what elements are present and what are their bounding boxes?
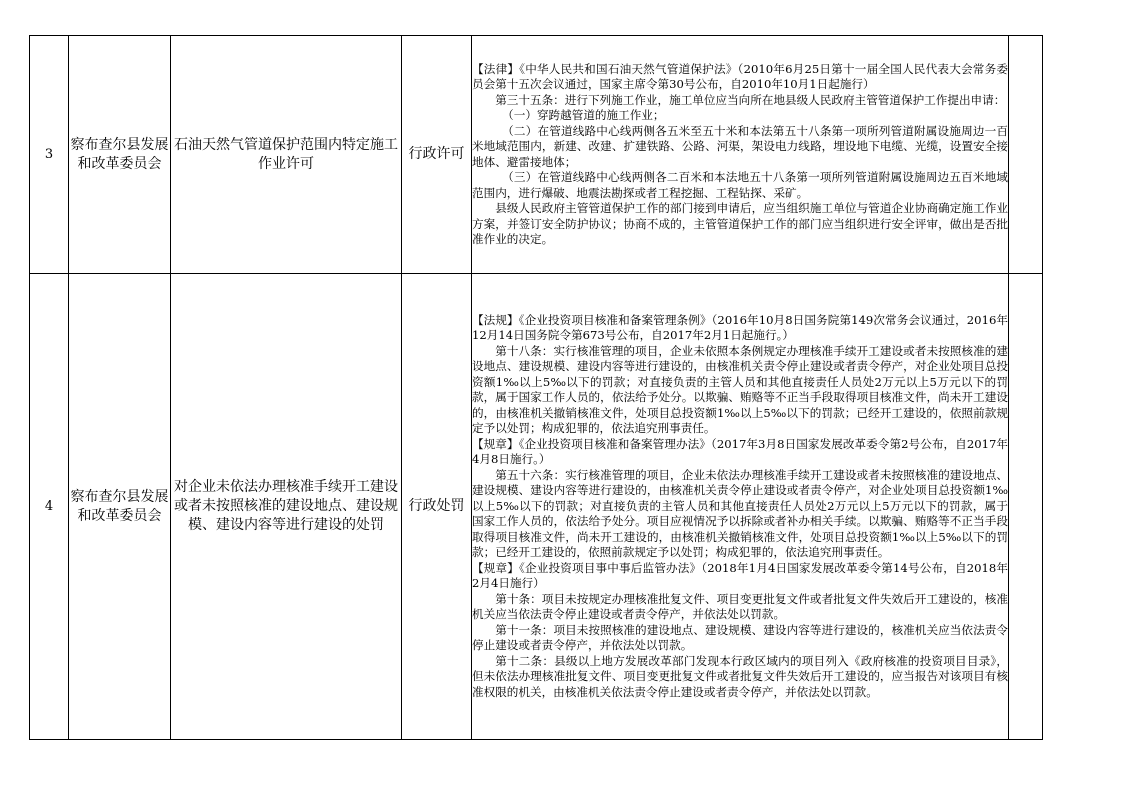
basis-paragraph: 县级人民政府主管管道保护工作的部门接到申请后，应当组织施工单位与管道企业协商确定施工作业方案，并签订安全防护协议；协商不成的，主管管道保护工作的部门应当组织进行安全评审，做出是否批准作业的决定。	[472, 201, 1008, 246]
remarks-cell	[1009, 274, 1043, 740]
basis-paragraph: 第十八条：实行核准管理的项目，企业未依照本条例规定办理核准手续开工建设或者未按照核准的建设地点、建设规模、建设内容等进行建设的，由核准机关责令停止建设或者责令停产，对企业处项目总投资额1‰以上5‰以下的罚款；对直接负责的主管人员和其他直接责任人员处2万元以上5万元以下的罚款，属于国家工作人员的，依法给予处分。以欺骗、贿赂等不正当手段取得项目核准文件，尚未开工建设的，由核准机关撤销核准文件，处项目总投资额1‰以上5‰以下的罚款；已经开工建设的，依照前款规定予以处罚；构成犯罪的，依法追究刑事责任。	[472, 343, 1008, 436]
row-number: 4	[30, 274, 69, 740]
department-cell: 察布查尔县发展和改革委员会	[69, 274, 171, 740]
basis-paragraph: （一）穿跨越管道的施工作业；	[502, 108, 665, 122]
basis-paragraph: 第十二条：县级以上地方发展改革部门发现本行政区域内的项目列入《政府核准的投资项目目录》，但未依法办理核准批复文件、项目变更批复文件或者批复文件失效后开工建设的，应当报告对该项目有核准权限的机关，由核准机关依法责令停止建设或者责令停产，并依法处以罚款。	[472, 653, 1008, 699]
item-type-cell: 行政许可	[402, 36, 472, 274]
basis-paragraph: （二）在管道线路中心线两侧各五米至五十米和本法第五十八条第一项所列管道附属设施周边一百米地域范围内，新建、改建、扩建铁路、公路、河渠，架设电力线路，埋设地下电缆、光缆，设置安全接地体、避雷接地体；	[472, 123, 1008, 169]
table-row	[30, 36, 1043, 274]
basis-paragraph: 第三十五条：进行下列施工作业，施工单位应当向所在地县级人民政府主管管道保护工作提出申请：	[495, 92, 1006, 107]
basis-paragraph: 【法规】《企业投资项目核准和备案管理条例》（2016年10月8日国务院第149次常务会议通过，2016年12月14日国务院令第673号公布，自2017年2月1日起施行。）	[472, 312, 1008, 343]
item-name-cell: 石油天然气管道保护范围内特定施工作业许可	[171, 36, 402, 274]
item-type-cell: 行政处罚	[402, 274, 472, 740]
basis-paragraph: 【规章】《企业投资项目事中事后监管办法》（2018年1月4日国家发展改革委令第14号公布，自2018年2月4日施行）	[472, 560, 1008, 591]
power-list-table	[29, 35, 1043, 740]
basis-paragraph: 【规章】《企业投资项目核准和备案管理办法》（2017年3月8日国家发展改革委令第2号公布，自2017年4月8日施行。）	[472, 436, 1008, 467]
department-cell: 察布查尔县发展和改革委员会	[69, 36, 171, 274]
row-number: 3	[30, 36, 69, 274]
remarks-cell	[1009, 36, 1043, 274]
table-row	[30, 274, 1043, 740]
basis-paragraph: 第十一条：项目未按照核准的建设地点、建设规模、建设内容等进行建设的，核准机关应当依法责令停止建设或者责令停产，并依法处以罚款。	[472, 622, 1008, 653]
legal-basis-cell	[472, 36, 1009, 274]
basis-paragraph: 【法律】《中华人民共和国石油天然气管道保护法》（2010年6月25日第十一届全国人民代表大会常务委员会第十五次会议通过，国家主席令第30号公布，自2010年10月1日起施行）	[472, 61, 1008, 91]
item-name-cell: 对企业未依法办理核准手续开工建设或者未按照核准的建设地点、建设规模、建设内容等进行建设的处罚	[171, 274, 402, 740]
basis-paragraph: （三）在管道线路中心线两侧各二百米和本法地五十八条第一项所列管道附属设施周边五百米地域范围内，进行爆破、地震法勘探或者工程挖掘、工程钻探、采矿。	[472, 170, 1008, 200]
basis-paragraph: 第十条：项目未按规定办理核准批复文件、项目变更批复文件或者批复文件失效后开工建设的，核准机关应当依法责令停止建设或者责令停产，并依法处以罚款。	[472, 591, 1008, 622]
legal-basis-cell	[472, 274, 1009, 740]
basis-paragraph: 第五十六条：实行核准管理的项目，企业未依法办理核准手续开工建设或者未按照核准的建设地点、建设规模、建设内容等进行建设的，由核准机关责令停止建设或者责令停产，对企业处项目总投资额1‰以上5‰以下的罚款；对直接负责的主管人员和其他直接责任人员处2万元以上5万元以下的罚款，属于国家工作人员的，依法给予处分。项目应视情况予以拆除或者补办相关手续。以欺骗、贿赂等不正当手段取得项目核准文件，尚未开工建设的，由核准机关撤销核准文件，处项目总投资额1‰以上5‰以下的罚款；已经开工建设的，依照前款规定予以处罚；构成犯罪的，依法追究刑事责任。	[472, 467, 1008, 560]
